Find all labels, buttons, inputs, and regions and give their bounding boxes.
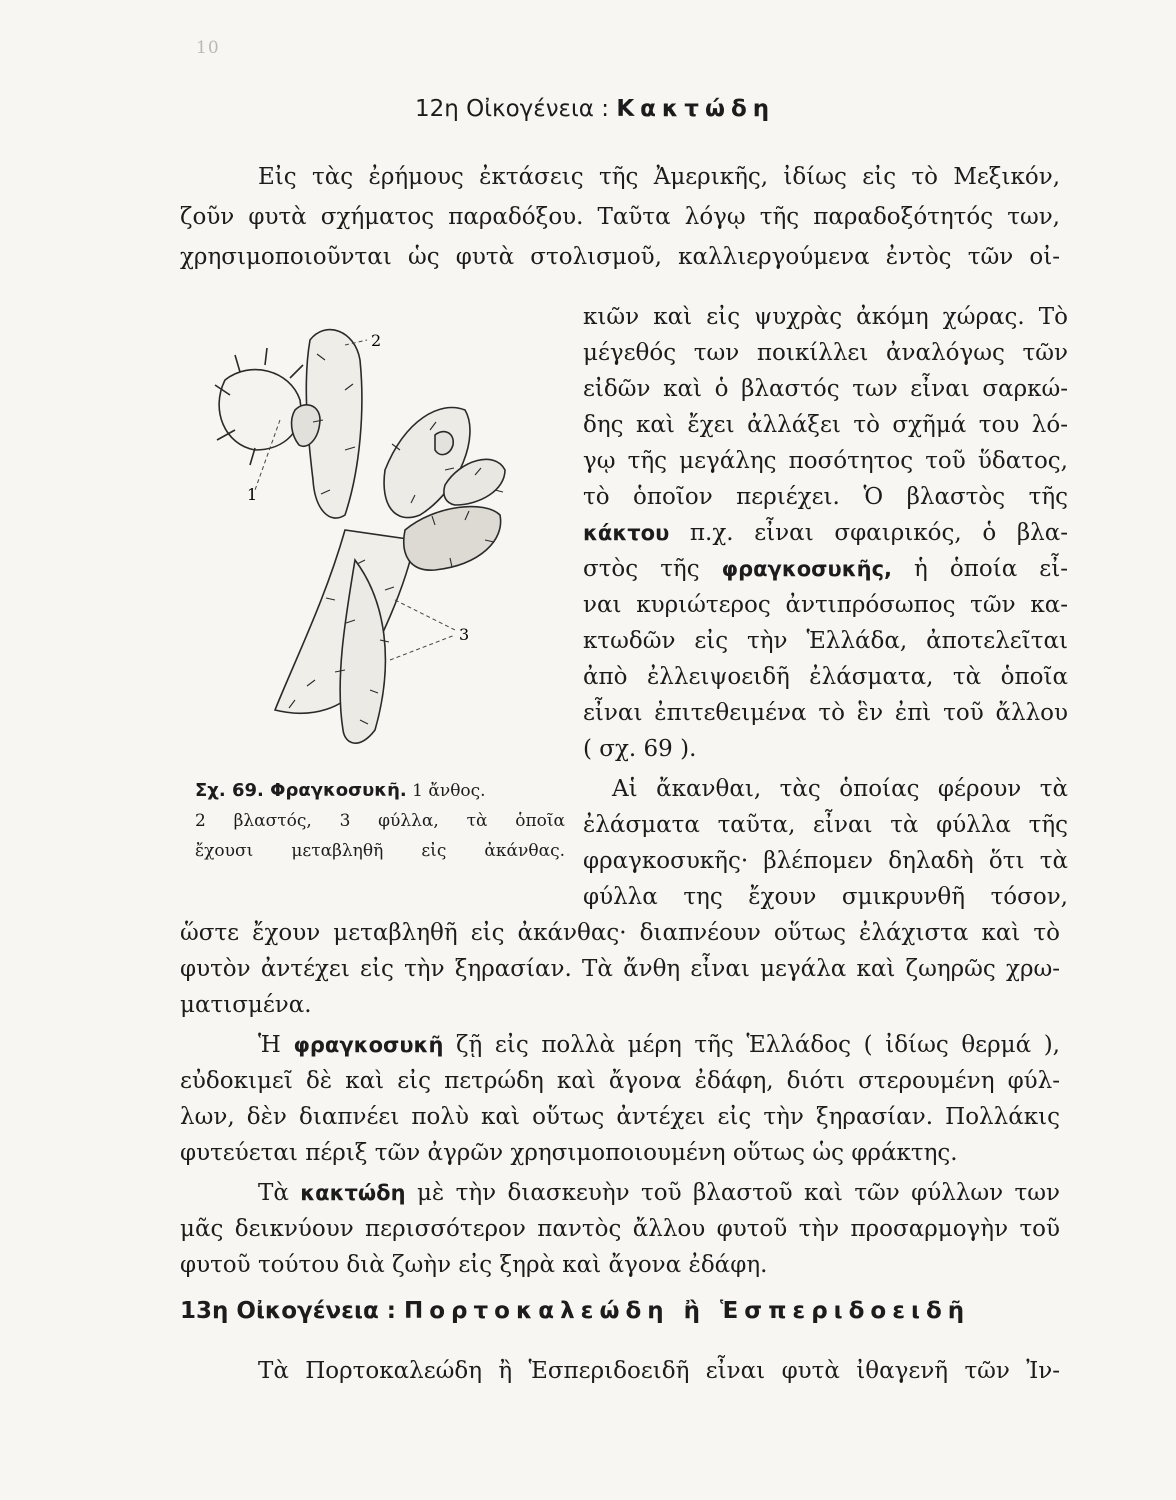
text-span: Τὰ	[258, 1180, 301, 1206]
text-line: φυτὸν ἀντέχει εἰς τὴν ξηρασίαν. Τὰ ἄνθη εἶναι μεγάλα καὶ ζωηρῶς χρω-	[180, 956, 1060, 982]
figure-label-1: 1	[247, 485, 258, 504]
section-12-heading	[415, 96, 1176, 122]
page-number: 10	[196, 38, 220, 58]
text-span: στὸς τῆς	[583, 556, 722, 582]
prickly-pear-drawing	[195, 300, 565, 770]
text-line: ματισμένα.	[180, 992, 312, 1018]
text-line: εἰδῶν καὶ ὁ βλαστός των εἶναι σαρκώ-	[583, 376, 1068, 402]
text-line: Αἱ ἄκανθαι, τὰς ὁποίας φέρουν τὰ	[612, 776, 1068, 802]
keyword-fragkosykis: φραγκοσυκῆς,	[721, 557, 893, 581]
text-span: ἡ ὁποία εἶ-	[892, 556, 1068, 582]
text-line: εὐδοκιμεῖ δὲ καὶ εἰς πετρώδη καὶ ἄγονα ἐδάφη, διότι στερουμένη φύλ-	[180, 1068, 1060, 1094]
text-line: κιῶν καὶ εἰς ψυχρὰς ἀκόμη χώρας. Τὸ	[583, 304, 1068, 330]
keyword-fragkosyki: φραγκοσυκῆ	[293, 1033, 444, 1057]
text-line	[583, 516, 1068, 550]
caption-title: Σχ. 69. Φραγκοσυκῆ.	[195, 780, 407, 801]
text-span: μὲ τὴν διασκευὴν τοῦ βλαστοῦ καὶ τῶν φύλλων των	[405, 1180, 1060, 1206]
keyword-kaktou: κάκτου	[583, 521, 670, 545]
text-line: ναι κυριώτερος ἀντιπρόσωπος τῶν κα-	[583, 592, 1068, 618]
text-line: φυτοῦ τούτου διὰ ζωὴν εἰς ξηρὰ καὶ ἄγονα ἐδάφη.	[180, 1252, 768, 1278]
cactus-illustration	[195, 300, 565, 770]
text-line: ἐλάσματα ταῦτα, εἶναι τὰ φύλλα τῆς	[583, 812, 1068, 838]
text-line: δης καὶ ἔχει ἀλλάξει τὸ σχῆμά του λό-	[583, 412, 1068, 438]
text-line: φραγκοσυκῆς· βλέπομεν δηλαδὴ ὅτι τὰ	[583, 848, 1068, 874]
heading-prefix: 13η Οἰκογένεια :	[180, 1298, 404, 1324]
heading-family-name: Κακτώδη	[616, 96, 776, 122]
heading-family-name: Πορτοκαλεώδη ἢ Ἑσπεριδοειδῆ	[403, 1298, 971, 1324]
text-line: γῳ τῆς μεγάλης ποσότητος τοῦ ὕδατος,	[583, 448, 1068, 474]
text-line: εἶναι ἐπιτεθειμένα τὸ ἓν ἐπὶ τοῦ ἄλλου	[583, 700, 1068, 726]
text-line: φυτεύεται πέριξ τῶν ἀγρῶν χρησιμοποιουμένη οὕτως ὡς φράκτης.	[180, 1140, 958, 1166]
text-line	[258, 1028, 1060, 1062]
heading-prefix: 12η Οἰκογένεια :	[415, 96, 617, 122]
text-line	[583, 552, 1068, 586]
text-line	[258, 1176, 1060, 1210]
figure-label-3: 3	[459, 625, 470, 644]
text-span: Ἡ	[258, 1032, 294, 1058]
text-line: ἀπὸ ἐλλειψοειδῆ ἐλάσματα, τὰ ὁποῖα	[583, 664, 1068, 690]
text-line: τὸ ὁποῖον περιέχει. Ὁ βλαστὸς τῆς	[583, 484, 1068, 510]
caption-text: 1 ἄνθος.	[406, 781, 486, 801]
text-line: ( σχ. 69 ).	[583, 736, 697, 762]
text-line: φύλλα της ἔχουν σμικρυνθῆ τόσον,	[583, 884, 1068, 910]
text-span: ζῇ εἰς πολλὰ μέρη τῆς Ἑλλάδος ( ἰδίως θερμά ),	[443, 1032, 1060, 1058]
text-line: Τὰ Πορτοκαλεώδη ἢ Ἑσπεριδοειδῆ εἶναι φυτὰ ἰθαγενῆ τῶν Ἰν-	[258, 1358, 1060, 1384]
text-line: κτωδῶν εἰς τὴν Ἑλλάδα, ἀποτελεῖται	[583, 628, 1068, 654]
caption-line: ἔχουσι μεταβληθῆ εἰς ἀκάνθας.	[195, 841, 565, 861]
keyword-kaktodi: κακτώδη	[300, 1181, 406, 1205]
text-line: λων, δὲν διαπνέει πολὺ καὶ οὕτως ἀντέχει εἰς τὴν ξηρασίαν. Πολλάκις	[180, 1104, 1060, 1130]
caption-line: 2 βλαστός, 3 φύλλα, τὰ ὁποῖα	[195, 811, 565, 831]
section-13-heading	[180, 1298, 1080, 1324]
text-line: Εἰς τὰς ἐρήμους ἐκτάσεις τῆς Ἀμερικῆς, ἰδίως εἰς τὸ Μεξικόν,	[258, 164, 1060, 190]
text-line: ζοῦν φυτὰ σχήματος παραδόξου. Ταῦτα λόγῳ τῆς παραδοξότητός των,	[180, 204, 1060, 230]
figure-caption	[195, 776, 565, 806]
text-span: π.χ. εἶναι σφαιρικός, ὁ βλα-	[669, 520, 1068, 546]
text-line: μέγεθός των ποικίλλει ἀναλόγως τῶν	[583, 340, 1068, 366]
figure-label-2: 2	[371, 331, 382, 350]
text-line: μᾶς δεικνύουν περισσότερον παντὸς ἄλλου φυτοῦ τὴν προσαρμογὴν τοῦ	[180, 1216, 1060, 1242]
text-line: ὥστε ἔχουν μεταβληθῆ εἰς ἀκάνθας· διαπνέουν οὕτως ἐλάχιστα καὶ τὸ	[180, 920, 1060, 946]
text-line: χρησιμοποιοῦνται ὡς φυτὰ στολισμοῦ, καλλιεργούμενα ἐντὸς τῶν οἰ-	[180, 244, 1060, 270]
